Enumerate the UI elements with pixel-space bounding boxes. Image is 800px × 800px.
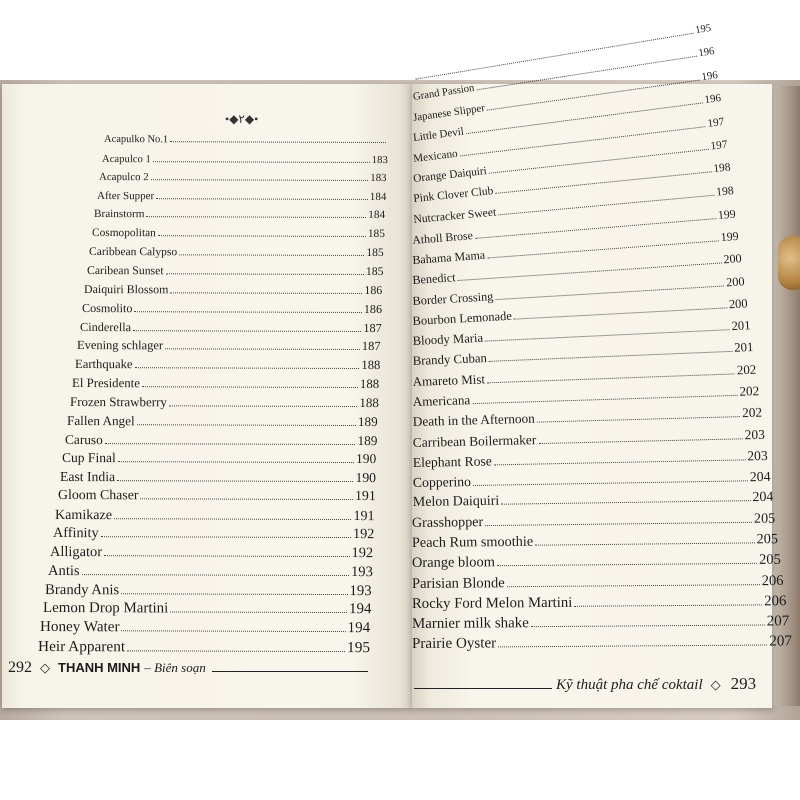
toc-entry (412, 593, 787, 613)
toc-entry-title: Cosmopolitan (91, 226, 156, 239)
toc-entry-title: Melon Daiquiri (412, 493, 499, 511)
dot-leader (538, 430, 743, 443)
toc-entry-title: Brandy Anis (45, 581, 120, 598)
toc-entry-title: Honey Water (40, 619, 120, 636)
toc-entry-title: Mexicano (412, 147, 458, 165)
toc-entry-title: Kamikaze (55, 506, 113, 523)
toc-entry-title: Americana (412, 392, 471, 410)
toc-entry-page: 202 (739, 383, 760, 400)
toc-entry-page: 190 (356, 451, 377, 467)
toc-entry-page: 204 (751, 489, 773, 506)
toc-entry-page: 192 (352, 526, 375, 543)
toc-entry-page: 194 (347, 620, 371, 637)
page-ornament: •◆۲◆• (225, 112, 259, 126)
toc-entry-title: Lemon Drop Martini (42, 600, 169, 617)
toc-entry-page: 183 (370, 171, 387, 185)
toc-entry-title: El Presidente (72, 375, 141, 390)
toc-entry-title: Prairie Oyster (411, 635, 497, 652)
toc-entry (412, 469, 770, 491)
toc-entry-title: Cup Final (62, 450, 117, 466)
toc-entry-page: 194 (348, 601, 372, 618)
footer-role: – Biên soạn (144, 660, 206, 675)
toc-entry-title: Little Devil (412, 125, 465, 145)
toc-entry-page: 197 (709, 138, 728, 153)
toc-entry-title: Antis (47, 562, 80, 579)
toc-entry-page: 205 (754, 510, 776, 527)
toc-entry-page: 187 (362, 339, 381, 354)
toc-entry (412, 448, 767, 471)
toc-entry-page: 188 (359, 395, 379, 411)
toc-entry-page: 189 (358, 414, 379, 430)
toc-entry-page: 198 (715, 184, 734, 199)
footer-book-title: Kỹ thuật pha chế coktail (556, 677, 703, 693)
toc-entry-page: 198 (712, 161, 731, 175)
toc-entry (412, 531, 778, 552)
toc-entry-title: Copperino (412, 473, 471, 490)
toc-entry-title: Evening schlager (77, 338, 164, 353)
toc-entry-title: Brandy Cuban (412, 350, 488, 369)
toc-entry-title: After Supper (96, 189, 154, 202)
toc-entry-title: Atholl Brose (412, 228, 474, 248)
toc-entry-title: East India (60, 469, 116, 485)
footer-rule (414, 681, 552, 690)
dot-leader (489, 344, 733, 362)
toc-entry-title: Pink Clover Club (412, 184, 494, 205)
diamond-icon: ◇ (710, 677, 721, 692)
toc-entry-page: 202 (736, 361, 757, 378)
toc-entry-page: 185 (367, 227, 385, 240)
toc-entry-title: Peach Rum smoothie (412, 534, 534, 552)
toc-entry-page: 207 (766, 613, 790, 630)
toc-entry (412, 573, 784, 593)
dot-leader (536, 409, 739, 423)
toc-entry-title: Gloom Chaser (57, 487, 139, 504)
toc-entry-page: 193 (350, 563, 373, 580)
dot-leader (574, 596, 762, 607)
toc-entry-page: 186 (363, 302, 383, 317)
left-page-number: 292 (8, 659, 32, 676)
toc-entry-title: Fallen Angel (67, 413, 135, 429)
toc-entry-page: 185 (366, 246, 385, 260)
toc-entry-page: 196 (697, 46, 716, 60)
toc-entry-page: 206 (761, 572, 784, 589)
toc-entry (412, 426, 764, 450)
toc-entry-page: 207 (769, 633, 792, 650)
toc-entry-title: Amareto Mist (412, 371, 486, 390)
toc-entry-page: 188 (360, 376, 380, 391)
toc-entry-page: 196 (700, 69, 719, 84)
dot-leader (472, 473, 747, 486)
toc-entry-title: Caribean Sunset (86, 263, 164, 278)
toc-entry-page: 203 (746, 447, 768, 464)
toc-entry-title: Benedict (412, 270, 457, 288)
toc-entry-page: 204 (749, 468, 771, 485)
toc-entry-page: 206 (764, 592, 787, 610)
toc-entry-title: Earthquake (74, 357, 133, 372)
toc-entry-title: Orange Daiquiri (412, 164, 488, 185)
toc-entry-page: 201 (731, 318, 751, 333)
right-footer (414, 674, 794, 694)
toc-entry-title: Brainstorm (94, 208, 145, 221)
toc-entry-title: Nutcracker Sweet (412, 205, 497, 226)
toc-entry-page: 191 (353, 507, 375, 524)
toc-entry (412, 633, 792, 653)
right-page-number: 293 (730, 674, 757, 693)
toc-entry-page: 197 (706, 115, 725, 130)
toc-entry-page: 200 (725, 273, 746, 289)
toc-entry-page: 203 (744, 426, 765, 442)
left-footer (8, 659, 368, 677)
toc-entry-title: Caruso (64, 431, 103, 447)
toc-entry-page: 195 (347, 639, 371, 657)
toc-entry-page: 205 (759, 552, 782, 569)
dot-leader (485, 322, 730, 341)
dot-leader (486, 514, 753, 526)
toc-entry-title: Japanese Slipper (412, 102, 486, 125)
footer-rule (212, 664, 368, 672)
toc-entry-page: 185 (365, 264, 384, 278)
toc-entry-title: Cosmolito (82, 301, 133, 316)
toc-entry (412, 490, 773, 511)
toc-entry-title: Bahama Mama (412, 247, 486, 268)
toc-entry-title: Death in the Afternoon (412, 411, 535, 430)
dot-leader (498, 636, 767, 647)
toc-entry-title: Parisian Blonde (412, 574, 506, 592)
toc-entry-title: Cinderella (79, 319, 131, 334)
diamond-icon: ◇ (40, 660, 50, 675)
toc-entry-page: 195 (694, 22, 712, 37)
toc-entry-title: Caribbean Calypso (89, 245, 178, 259)
dot-leader (487, 366, 735, 383)
toc-entry-title: Grasshopper (412, 514, 484, 532)
toc-entry-title: Acapulko No.1 (104, 134, 169, 146)
footer-author: THANH MINH (58, 660, 141, 675)
toc-entry-page: 196 (703, 92, 722, 107)
toc-entry (412, 613, 789, 633)
dot-leader (531, 616, 765, 627)
toc-entry-page: 186 (364, 283, 383, 298)
toc-entry-title: Frozen Strawberry (69, 394, 167, 410)
toc-entry-page: 201 (733, 339, 754, 355)
toc-entry-title: Border Crossing (412, 288, 494, 308)
dot-leader (493, 452, 745, 465)
toc-entry-page: 183 (371, 153, 388, 166)
toc-entry-page: 199 (717, 206, 737, 223)
toc-entry-title: Acapulco 2 (99, 171, 149, 184)
dot-leader (497, 555, 757, 566)
toc-entry-title: Daiquiri Blossom (84, 282, 169, 297)
toc-entry-page: 205 (756, 531, 779, 548)
toc-entry (412, 511, 775, 532)
dot-leader (472, 388, 738, 405)
dot-leader (495, 278, 724, 299)
toc-entry-title: Bloody Maria (412, 330, 484, 348)
toc-entry-title: Carribean Boilermaker (412, 431, 537, 450)
toc-entry-page: 187 (362, 320, 382, 335)
toc-entry-title: Acapulco 1 (101, 152, 151, 165)
toc-entry-title: Alligator (50, 544, 103, 561)
toc-entry-page: 192 (351, 545, 374, 562)
toc-entry-page: 184 (368, 209, 386, 222)
toc-entry (412, 552, 781, 572)
toc-entry (412, 405, 762, 430)
dot-leader (514, 300, 727, 319)
toc-entry-title: Marnier milk shake (411, 615, 529, 632)
toc-entry-page: 190 (355, 470, 377, 486)
toc-entry-title: Grand Passion (412, 82, 476, 104)
toc-entry-page: 189 (357, 432, 378, 448)
toc-entry-page: 193 (349, 582, 373, 599)
toc-entry-page: 202 (741, 404, 762, 421)
toc-entry-page: 200 (723, 251, 743, 267)
toc-entry-page: 191 (354, 488, 376, 504)
toc-entry-page: 200 (728, 296, 749, 311)
toc-entry-title: Heir Apparent (38, 638, 126, 656)
toc-entry-page: 184 (369, 190, 387, 203)
toc-entry-title: Elephant Rose (412, 453, 492, 470)
toc-entry-page: 188 (361, 357, 381, 373)
toc-entry-title: Orange bloom (412, 554, 496, 572)
dot-leader (501, 492, 750, 504)
toc-entry-title: Affinity (52, 525, 99, 542)
toc-entry-title: Bourbon Lemonade (412, 308, 513, 328)
toc-entry-page: 199 (720, 229, 740, 245)
dot-leader (535, 535, 754, 546)
toc-entry-title: Rocky Ford Melon Martini (412, 594, 573, 612)
dot-leader (507, 576, 760, 587)
